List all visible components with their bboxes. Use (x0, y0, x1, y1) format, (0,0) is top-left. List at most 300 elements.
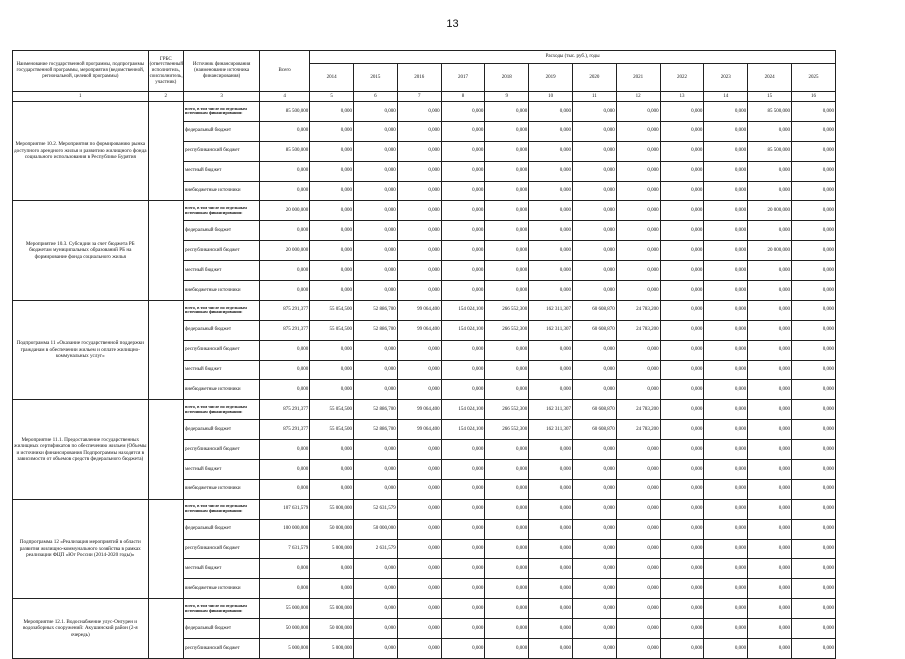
amount-cell: 0,000 (704, 460, 748, 480)
amount-cell: 0,000 (572, 479, 616, 499)
amount-cell: 0,000 (748, 161, 792, 181)
amount-cell: 0,000 (791, 479, 835, 499)
amount-cell: 0,000 (310, 360, 354, 380)
amount-cell: 0,000 (354, 141, 398, 161)
amount-cell: 0,000 (748, 559, 792, 579)
index-cell: 1 (13, 92, 149, 102)
page-number: 13 (446, 18, 459, 30)
amount-cell: 0,000 (485, 579, 529, 599)
amount-cell: 0,000 (791, 121, 835, 141)
amount-cell: 0,000 (485, 599, 529, 619)
amount-cell: 0,000 (529, 599, 573, 619)
amount-cell: 60 608,870 (572, 420, 616, 440)
amount-cell: 0,000 (748, 539, 792, 559)
amount-cell: 0,000 (704, 241, 748, 261)
amount-cell: 0,000 (260, 181, 310, 201)
amount-cell: 0,000 (791, 460, 835, 480)
amount-cell: 0,000 (660, 599, 704, 619)
header-source: Источник финансирования (наименование источника финансирования) (184, 51, 260, 92)
budget-table (12, 50, 836, 659)
amount-cell: 0,000 (310, 340, 354, 360)
amount-cell: 0,000 (660, 281, 704, 301)
amount-cell: 0,000 (572, 161, 616, 181)
amount-cell: 0,000 (260, 380, 310, 400)
amount-cell: 0,000 (441, 161, 485, 181)
funding-source: внебюджетные источники (184, 479, 260, 499)
index-cell: 6 (354, 92, 398, 102)
amount-cell: 0,000 (660, 320, 704, 340)
amount-cell: 0,000 (704, 221, 748, 241)
amount-cell: 52 886,700 (354, 320, 398, 340)
amount-cell: 0,000 (354, 281, 398, 301)
amount-cell: 0,000 (616, 221, 660, 241)
index-cell: 2 (148, 92, 183, 102)
amount-cell: 52 631,579 (354, 499, 398, 519)
header-year: 2020 (572, 64, 616, 92)
amount-cell: 0,000 (441, 340, 485, 360)
amount-cell: 0,000 (748, 320, 792, 340)
amount-cell: 162 311,307 (529, 420, 573, 440)
header-year: 2024 (748, 64, 792, 92)
funding-source: всего, в том числе по отдельным источникам финансирования: (184, 499, 260, 519)
amount-cell: 0,000 (354, 181, 398, 201)
amount-cell: 0,000 (397, 281, 441, 301)
amount-cell: 0,000 (616, 460, 660, 480)
amount-cell: 0,000 (310, 261, 354, 281)
amount-cell: 0,000 (485, 519, 529, 539)
amount-cell: 0,000 (704, 400, 748, 420)
amount-cell: 0,000 (260, 460, 310, 480)
amount-cell: 0,000 (529, 380, 573, 400)
amount-cell: 0,000 (616, 261, 660, 281)
amount-cell: 0,000 (791, 181, 835, 201)
amount-cell: 0,000 (485, 499, 529, 519)
amount-cell: 0,000 (616, 539, 660, 559)
amount-cell: 0,000 (748, 380, 792, 400)
amount-cell: 0,000 (441, 440, 485, 460)
amount-cell: 20 000,000 (260, 241, 310, 261)
amount-cell: 0,000 (397, 102, 441, 122)
amount-cell: 266 552,300 (485, 300, 529, 320)
amount-cell: 0,000 (310, 221, 354, 241)
amount-cell: 60 608,870 (572, 320, 616, 340)
amount-cell: 0,000 (704, 161, 748, 181)
funding-source: республиканский бюджет (184, 440, 260, 460)
amount-cell: 0,000 (660, 360, 704, 380)
amount-cell: 162 311,307 (529, 320, 573, 340)
amount-cell: 0,000 (704, 599, 748, 619)
grbs-cell (148, 102, 183, 201)
table-row (13, 300, 836, 320)
amount-cell: 0,000 (260, 579, 310, 599)
amount-cell: 24 783,200 (616, 400, 660, 420)
amount-cell: 0,000 (572, 181, 616, 201)
amount-cell: 0,000 (441, 479, 485, 499)
amount-cell: 24 783,200 (616, 300, 660, 320)
funding-source: федеральный бюджет (184, 619, 260, 639)
index-cell: 12 (616, 92, 660, 102)
amount-cell: 0,000 (704, 181, 748, 201)
amount-cell: 0,000 (485, 121, 529, 141)
amount-cell: 24 783,200 (616, 420, 660, 440)
amount-cell: 0,000 (791, 519, 835, 539)
amount-cell: 0,000 (441, 221, 485, 241)
amount-cell: 0,000 (791, 161, 835, 181)
index-cell: 7 (397, 92, 441, 102)
amount-cell: 0,000 (397, 261, 441, 281)
amount-cell: 0,000 (660, 460, 704, 480)
header-year: 2025 (791, 64, 835, 92)
funding-source: внебюджетные источники (184, 380, 260, 400)
amount-cell: 0,000 (616, 559, 660, 579)
amount-cell: 0,000 (397, 241, 441, 261)
amount-cell: 99 064,400 (397, 420, 441, 440)
amount-cell: 0,000 (572, 619, 616, 639)
amount-cell: 266 552,300 (485, 320, 529, 340)
amount-cell: 7 631,579 (260, 539, 310, 559)
amount-cell: 0,000 (748, 221, 792, 241)
amount-cell: 55 000,000 (310, 499, 354, 519)
amount-cell: 0,000 (310, 201, 354, 221)
amount-cell: 0,000 (310, 161, 354, 181)
amount-cell: 0,000 (704, 639, 748, 659)
amount-cell: 52 886,700 (354, 300, 398, 320)
amount-cell: 0,000 (616, 579, 660, 599)
amount-cell: 0,000 (397, 579, 441, 599)
amount-cell: 0,000 (310, 559, 354, 579)
amount-cell: 0,000 (485, 360, 529, 380)
amount-cell: 0,000 (441, 380, 485, 400)
funding-source: республиканский бюджет (184, 241, 260, 261)
amount-cell: 0,000 (441, 360, 485, 380)
amount-cell: 0,000 (616, 102, 660, 122)
amount-cell: 0,000 (529, 261, 573, 281)
amount-cell: 0,000 (260, 440, 310, 460)
amount-cell: 0,000 (748, 499, 792, 519)
grbs-cell (148, 300, 183, 399)
funding-source: всего, в том числе по отдельным источникам финансирования: (184, 400, 260, 420)
amount-cell: 0,000 (791, 579, 835, 599)
amount-cell: 0,000 (704, 340, 748, 360)
amount-cell: 0,000 (260, 161, 310, 181)
amount-cell: 0,000 (616, 519, 660, 539)
header-name: Наименование государственной программы, подпрограммы государственной программы, мероприятия (ведомственной, региональной, целевой программы) (13, 51, 149, 92)
amount-cell: 0,000 (572, 201, 616, 221)
funding-source: внебюджетные источники (184, 281, 260, 301)
funding-source: местный бюджет (184, 460, 260, 480)
amount-cell: 0,000 (485, 241, 529, 261)
program-name: Мероприятие 12.1. Водоснабжение улус-Онгурен и водозаборных сооружений: Акушинский район (2-я очередь) (13, 599, 149, 659)
amount-cell: 0,000 (260, 360, 310, 380)
amount-cell: 0,000 (485, 161, 529, 181)
amount-cell: 0,000 (354, 559, 398, 579)
amount-cell: 0,000 (397, 121, 441, 141)
amount-cell: 0,000 (704, 121, 748, 141)
table-row (13, 599, 836, 619)
amount-cell: 100 000,000 (260, 519, 310, 539)
amount-cell: 0,000 (791, 539, 835, 559)
amount-cell: 0,000 (485, 460, 529, 480)
amount-cell: 0,000 (791, 241, 835, 261)
amount-cell: 0,000 (354, 241, 398, 261)
amount-cell: 0,000 (397, 181, 441, 201)
amount-cell: 0,000 (572, 380, 616, 400)
funding-source: всего, в том числе по отдельным источникам финансирования: (184, 102, 260, 122)
amount-cell: 0,000 (485, 201, 529, 221)
amount-cell: 0,000 (485, 539, 529, 559)
amount-cell: 0,000 (791, 619, 835, 639)
amount-cell: 0,000 (354, 340, 398, 360)
amount-cell: 0,000 (397, 559, 441, 579)
amount-cell: 0,000 (485, 639, 529, 659)
amount-cell: 0,000 (660, 181, 704, 201)
index-cell: 13 (660, 92, 704, 102)
header-year: 2016 (397, 64, 441, 92)
amount-cell: 0,000 (616, 639, 660, 659)
amount-cell: 0,000 (748, 460, 792, 480)
amount-cell: 0,000 (441, 519, 485, 539)
amount-cell: 20 000,000 (260, 201, 310, 221)
amount-cell: 0,000 (310, 479, 354, 499)
amount-cell: 0,000 (354, 460, 398, 480)
amount-cell: 0,000 (529, 499, 573, 519)
amount-cell: 154 024,100 (441, 320, 485, 340)
amount-cell: 0,000 (704, 320, 748, 340)
amount-cell: 0,000 (441, 181, 485, 201)
amount-cell: 162 311,307 (529, 400, 573, 420)
amount-cell: 0,000 (791, 261, 835, 281)
amount-cell: 0,000 (441, 499, 485, 519)
table-row (13, 201, 836, 221)
amount-cell: 0,000 (660, 300, 704, 320)
amount-cell: 0,000 (485, 281, 529, 301)
amount-cell: 0,000 (354, 201, 398, 221)
funding-source: всего, в том числе по отдельным источникам финансирования: (184, 201, 260, 221)
amount-cell: 0,000 (791, 380, 835, 400)
amount-cell: 0,000 (397, 141, 441, 161)
amount-cell: 0,000 (748, 579, 792, 599)
amount-cell: 0,000 (748, 639, 792, 659)
amount-cell: 0,000 (529, 281, 573, 301)
amount-cell: 0,000 (529, 181, 573, 201)
program-name: Подпрограмма 12 «Реализация мероприятий в области развития жилищно-коммунального хозяйства в рамках реализации ФЦП «Юг России (2014-2020 годы)» (13, 499, 149, 598)
funding-source: федеральный бюджет (184, 121, 260, 141)
funding-source: местный бюджет (184, 261, 260, 281)
amount-cell: 0,000 (616, 141, 660, 161)
amount-cell: 0,000 (791, 499, 835, 519)
amount-cell: 0,000 (704, 201, 748, 221)
amount-cell: 0,000 (704, 539, 748, 559)
amount-cell: 0,000 (529, 201, 573, 221)
amount-cell: 0,000 (616, 499, 660, 519)
amount-cell: 0,000 (485, 102, 529, 122)
amount-cell: 0,000 (660, 519, 704, 539)
funding-source: федеральный бюджет (184, 221, 260, 241)
amount-cell: 0,000 (704, 300, 748, 320)
funding-source: республиканский бюджет (184, 539, 260, 559)
amount-cell: 0,000 (397, 619, 441, 639)
amount-cell: 0,000 (485, 221, 529, 241)
amount-cell: 0,000 (572, 579, 616, 599)
index-cell: 14 (704, 92, 748, 102)
amount-cell: 0,000 (791, 221, 835, 241)
program-name: Мероприятие 11.1. Предоставление государственных жилищных сертификатов по обеспечению жильем (Объемы и источники финансирования Подпрограммы находятся в зависимости от объемов средств федерального бюджета) (13, 400, 149, 499)
amount-cell: 24 783,200 (616, 320, 660, 340)
amount-cell: 0,000 (310, 181, 354, 201)
amount-cell: 0,000 (660, 619, 704, 639)
header-grbs: ГРБС (ответственный исполнитель, соисполнитель, участник) (148, 51, 183, 92)
amount-cell: 0,000 (660, 161, 704, 181)
amount-cell: 0,000 (572, 539, 616, 559)
header-year: 2015 (354, 64, 398, 92)
amount-cell: 0,000 (616, 241, 660, 261)
amount-cell: 55 054,500 (310, 400, 354, 420)
index-cell: 4 (260, 92, 310, 102)
program-name: Подпрограмма 11 «Оказание государственной поддержки гражданам в обеспечении жильем и оплате жилищно-коммунальных услуг» (13, 300, 149, 399)
amount-cell: 0,000 (791, 559, 835, 579)
amount-cell: 0,000 (572, 102, 616, 122)
amount-cell: 0,000 (616, 619, 660, 639)
amount-cell: 0,000 (441, 281, 485, 301)
amount-cell: 266 552,300 (485, 420, 529, 440)
amount-cell: 0,000 (704, 479, 748, 499)
table-row (13, 102, 836, 122)
amount-cell: 55 054,500 (310, 320, 354, 340)
amount-cell: 0,000 (354, 599, 398, 619)
amount-cell: 55 000,000 (310, 599, 354, 619)
amount-cell: 0,000 (260, 261, 310, 281)
funding-source: республиканский бюджет (184, 141, 260, 161)
amount-cell: 0,000 (310, 141, 354, 161)
amount-cell: 0,000 (572, 599, 616, 619)
amount-cell: 0,000 (660, 400, 704, 420)
amount-cell: 0,000 (572, 460, 616, 480)
amount-cell: 0,000 (704, 440, 748, 460)
amount-cell: 875 291,377 (260, 320, 310, 340)
amount-cell: 0,000 (441, 141, 485, 161)
amount-cell: 0,000 (660, 201, 704, 221)
amount-cell: 0,000 (529, 539, 573, 559)
amount-cell: 52 886,700 (354, 420, 398, 440)
amount-cell: 0,000 (660, 579, 704, 599)
funding-source: всего, в том числе по отдельным источникам финансирования: (184, 300, 260, 320)
amount-cell: 154 024,100 (441, 400, 485, 420)
amount-cell: 0,000 (485, 380, 529, 400)
amount-cell: 0,000 (354, 221, 398, 241)
amount-cell: 85 500,000 (748, 141, 792, 161)
amount-cell: 0,000 (660, 121, 704, 141)
amount-cell: 0,000 (660, 499, 704, 519)
amount-cell: 0,000 (748, 281, 792, 301)
amount-cell: 0,000 (529, 519, 573, 539)
funding-source: местный бюджет (184, 559, 260, 579)
amount-cell: 0,000 (704, 619, 748, 639)
index-cell: 8 (441, 92, 485, 102)
amount-cell: 0,000 (616, 181, 660, 201)
amount-cell: 0,000 (660, 261, 704, 281)
amount-cell: 0,000 (260, 559, 310, 579)
amount-cell: 99 064,400 (397, 300, 441, 320)
amount-cell: 0,000 (660, 221, 704, 241)
amount-cell: 0,000 (616, 161, 660, 181)
amount-cell: 50 000,000 (260, 619, 310, 639)
amount-cell: 0,000 (485, 261, 529, 281)
amount-cell: 0,000 (572, 241, 616, 261)
amount-cell: 0,000 (485, 440, 529, 460)
amount-cell: 0,000 (791, 320, 835, 340)
amount-cell: 0,000 (441, 121, 485, 141)
amount-cell: 85 500,000 (260, 141, 310, 161)
amount-cell: 0,000 (310, 579, 354, 599)
amount-cell: 0,000 (310, 380, 354, 400)
amount-cell: 0,000 (310, 241, 354, 261)
amount-cell: 0,000 (616, 479, 660, 499)
table-row (13, 499, 836, 519)
funding-source: местный бюджет (184, 360, 260, 380)
amount-cell: 0,000 (660, 241, 704, 261)
amount-cell: 0,000 (441, 460, 485, 480)
amount-cell: 0,000 (397, 440, 441, 460)
amount-cell: 162 311,307 (529, 300, 573, 320)
funding-source: местный бюджет (184, 161, 260, 181)
funding-source: внебюджетные источники (184, 579, 260, 599)
amount-cell: 0,000 (397, 479, 441, 499)
amount-cell: 0,000 (748, 479, 792, 499)
index-cell: 3 (184, 92, 260, 102)
amount-cell: 0,000 (441, 201, 485, 221)
amount-cell: 875 291,377 (260, 300, 310, 320)
funding-source: федеральный бюджет (184, 420, 260, 440)
amount-cell: 0,000 (529, 141, 573, 161)
amount-cell: 0,000 (704, 380, 748, 400)
header-year: 2018 (485, 64, 529, 92)
amount-cell: 50 000,000 (310, 619, 354, 639)
amount-cell: 266 552,300 (485, 400, 529, 420)
amount-cell: 0,000 (354, 102, 398, 122)
amount-cell: 0,000 (572, 519, 616, 539)
amount-cell: 107 631,579 (260, 499, 310, 519)
amount-cell: 0,000 (310, 121, 354, 141)
amount-cell: 0,000 (260, 281, 310, 301)
index-cell: 5 (310, 92, 354, 102)
amount-cell: 0,000 (660, 559, 704, 579)
amount-cell: 0,000 (260, 340, 310, 360)
amount-cell: 0,000 (572, 499, 616, 519)
amount-cell: 0,000 (572, 221, 616, 241)
index-cell: 16 (791, 92, 835, 102)
amount-cell: 85 500,000 (748, 102, 792, 122)
amount-cell: 0,000 (616, 201, 660, 221)
amount-cell: 0,000 (791, 599, 835, 619)
amount-cell: 0,000 (572, 141, 616, 161)
header-year: 2019 (529, 64, 573, 92)
amount-cell: 0,000 (354, 479, 398, 499)
amount-cell: 0,000 (616, 281, 660, 301)
amount-cell: 0,000 (572, 440, 616, 460)
amount-cell: 0,000 (791, 400, 835, 420)
grbs-cell (148, 400, 183, 499)
amount-cell: 0,000 (441, 619, 485, 639)
amount-cell: 0,000 (529, 161, 573, 181)
amount-cell: 0,000 (748, 261, 792, 281)
amount-cell: 0,000 (748, 121, 792, 141)
amount-cell: 875 291,377 (260, 420, 310, 440)
amount-cell: 0,000 (791, 440, 835, 460)
amount-cell: 0,000 (397, 499, 441, 519)
amount-cell: 0,000 (748, 519, 792, 539)
amount-cell: 0,000 (354, 639, 398, 659)
amount-cell: 50 000,000 (310, 519, 354, 539)
